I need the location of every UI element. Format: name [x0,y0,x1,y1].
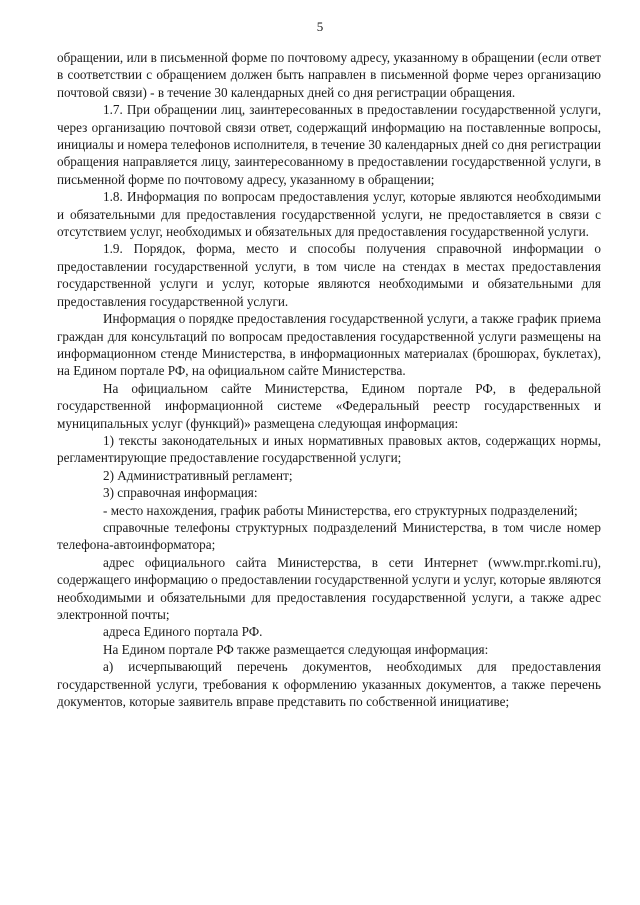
list-item-3: 3) справочная информация: [103,485,258,501]
sub-item-portal-address: адреса Единого портала РФ. [103,624,263,640]
document-body [57,49,601,710]
paragraph-official-site: На официальном сайте Министерства, Едином портале РФ, в федеральной государственной информационной системе «Федеральный реестр государственных и муниципальных услуг (функций)» размещена следующая информация: [57,380,601,431]
paragraph-1-9: 1.9. Порядок, форма, место и способы получения справочной информации о предоставлении государственной услуги, в том числе на стендах в местах предоставления государственной услуги и услуг, которые являются необходимыми и обязательными для предоставления государственной услуги. [57,241,601,309]
list-item-2: 2) Административный регламент; [103,467,293,483]
sub-item-website: адрес официального сайта Министерства, в сети Интернет (www.mpr.rkomi.ru), содержащего информацию о предоставлении государственной услуги и услуг, которые являются необходимыми и обязательными для предоставления государственной услуги, а также адрес электронной почты; [57,554,602,622]
sub-item-phones: справочные телефоны структурных подразделений Министерства, в том числе номер телефона-автоинформатора; [57,519,601,553]
list-item-a: а) исчерпывающий перечень документов, необходимых для предоставления государственной услуги, требования к оформлению указанных документов, а также перечень документов, которые заявитель вправе представить по собственной инициативе; [57,659,601,710]
sub-item-location: - место нахождения, график работы Министерства, его структурных подразделений; [103,502,578,518]
paragraph-1-7: 1.7. При обращении лиц, заинтересованных в предоставлении государственной услуги, через организацию почтовой связи ответ, содержащий информацию на поставленные вопросы, инициалы и номера телефонов исполнителя, в течение 30 календарных дней со дня регистрации обращения направляется лицу, заинтересованному в предоставлении государственной услуги, в письменной форме по почтовому адресу, указанному в обращении; [57,102,601,187]
paragraph-portal-info: На Едином портале РФ также размещается следующая информация: [103,641,489,657]
page-number: 5 [316,19,324,34]
paragraph-info-order: Информация о порядке предоставления государственной услуги, а также график приема граждан для консультаций по вопросам предоставления государственной услуги размещены на информационном стенде Министерства, в информационных материалах (брошюрах, буклетах), на Едином портале РФ, на официальном сайте Министерства. [57,311,601,379]
paragraph-continuation: обращении, или в письменной форме по почтовому адресу, указанному в обращении (если ответ в соответствии с обращением должен быть направлен в письменной форме через организацию почтовой связи) - в течение 30 календарных дней со дня регистрации обращения. [57,50,601,100]
list-item-1: 1) тексты законодательных и иных нормативных правовых актов, содержащих нормы, регламентирующие предоставление государственной услуги; [57,432,601,466]
paragraph-1-8: 1.8. Информация по вопросам предоставления услуг, которые являются необходимыми и обязательными для предоставления государственной услуги, не предоставляется в связи с отсутствием услуг, необходимых и обязательных для предоставления государственной услуги. [57,189,601,240]
